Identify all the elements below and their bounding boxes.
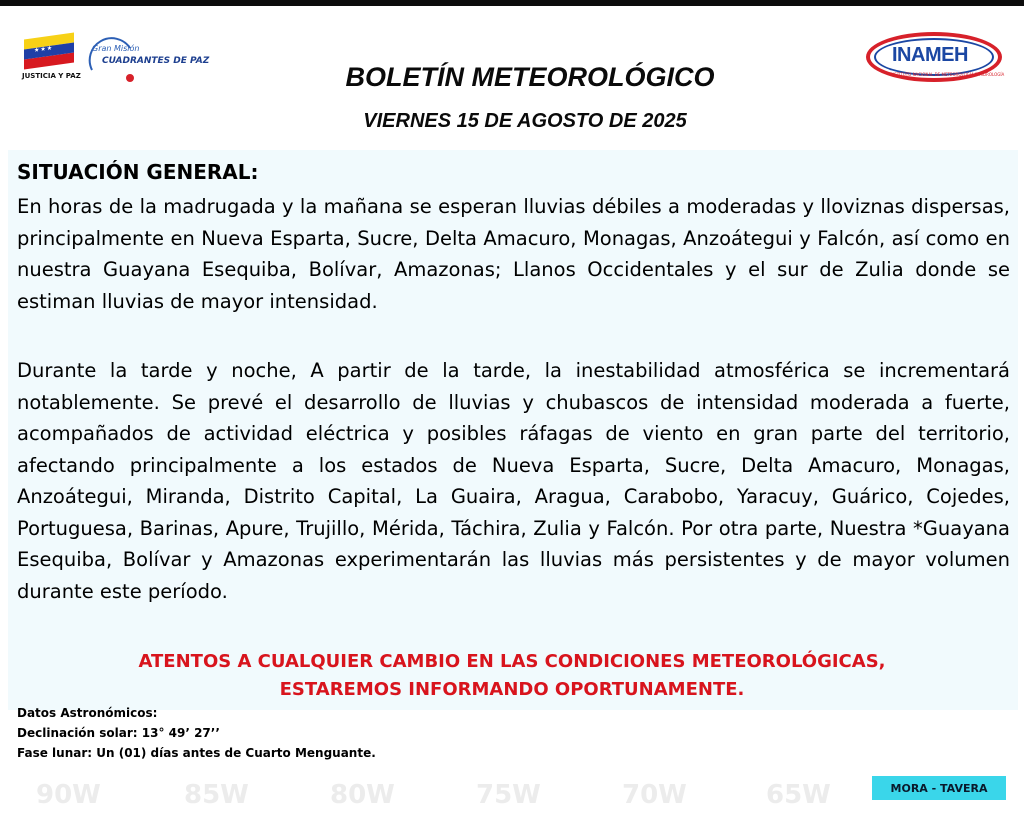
top-bar (0, 0, 1024, 6)
longitude-label: 70W (622, 780, 687, 810)
solar-declination: Declinación solar: 13° 49’ 27’’ (17, 726, 220, 740)
logo-left-text: JUSTICIA Y PAZ (22, 72, 81, 80)
inameh-sub-text: INSTITUTO NACIONAL DE METEOROLOGÍA E HIDROLOGÍA (890, 72, 1005, 77)
longitude-label: 65W (766, 780, 831, 810)
inameh-brand-text: INAMEH (892, 44, 968, 66)
bulletin-date: VIERNES 15 DE AGOSTO DE 2025 (363, 110, 687, 132)
longitude-label: 75W (476, 780, 541, 810)
section-heading: SITUACIÓN GENERAL: (17, 160, 259, 184)
map-longitude-watermark (0, 780, 1024, 814)
longitude-label: 80W (330, 780, 395, 810)
forecast-paragraph-afternoon: Durante la tarde y noche, A partir de la tarde, la inestabilidad atmosférica se incrementará notablemente. Se prevé el desarrollo de lluvias y chubascos de intensidad moderada a fuerte, acompañados de actividad eléctrica y posibles ráfagas de viento en gran parte del territorio, afectando principalmente a los estados de Nueva Esparta, Sucre, Delta Amacuro, Monagas, Anzoátegui, Miranda, Distrito Capital, La Guaira, Aragua, Carabobo, Yaracuy, Guárico, Cojedes, Portuguesa, Barinas, Apure, Trujillo, Mérida, Táchira, Zulia y Falcón. Por otra parte, Nuestra *Guayana Esequiba, Bolívar y Amazonas experimentarán las lluvias más persistentes y de mayor volumen durante este período. (17, 359, 1010, 603)
alert-line-2: ESTAREMOS INFORMANDO OPORTUNAMENTE. (279, 679, 745, 700)
longitude-label: 90W (36, 780, 101, 810)
forecast-paragraph-morning: En horas de la madrugada y la mañana se esperan lluvias débiles a moderadas y lloviznas dispersas, principalmente en Nueva Esparta, Sucre, Delta Amacuro, Monagas, Anzoátegui y Falcón, así como en nuestra Guayana Esequiba, Bolívar, Amazonas; Llanos Occidentales y el sur de Zulia donde se estiman lluvias de mayor intensidad. (17, 195, 1010, 313)
astronomy-heading: Datos Astronómicos: (17, 706, 158, 720)
page-title: BOLETÍN METEOROLÓGICO (345, 62, 715, 92)
longitude-label: 85W (184, 780, 249, 810)
alert-line-1: ATENTOS A CUALQUIER CAMBIO EN LAS CONDICIONES METEOROLÓGICAS, (138, 651, 886, 672)
logo-mid-main-text: CUADRANTES DE PAZ (102, 56, 210, 66)
logo-mid-small-text: Gran Misión (92, 44, 140, 53)
moon-phase: Fase lunar: Un (01) días antes de Cuarto Menguante. (17, 746, 376, 760)
author-credit-badge: MORA - TAVERA (872, 776, 1006, 800)
